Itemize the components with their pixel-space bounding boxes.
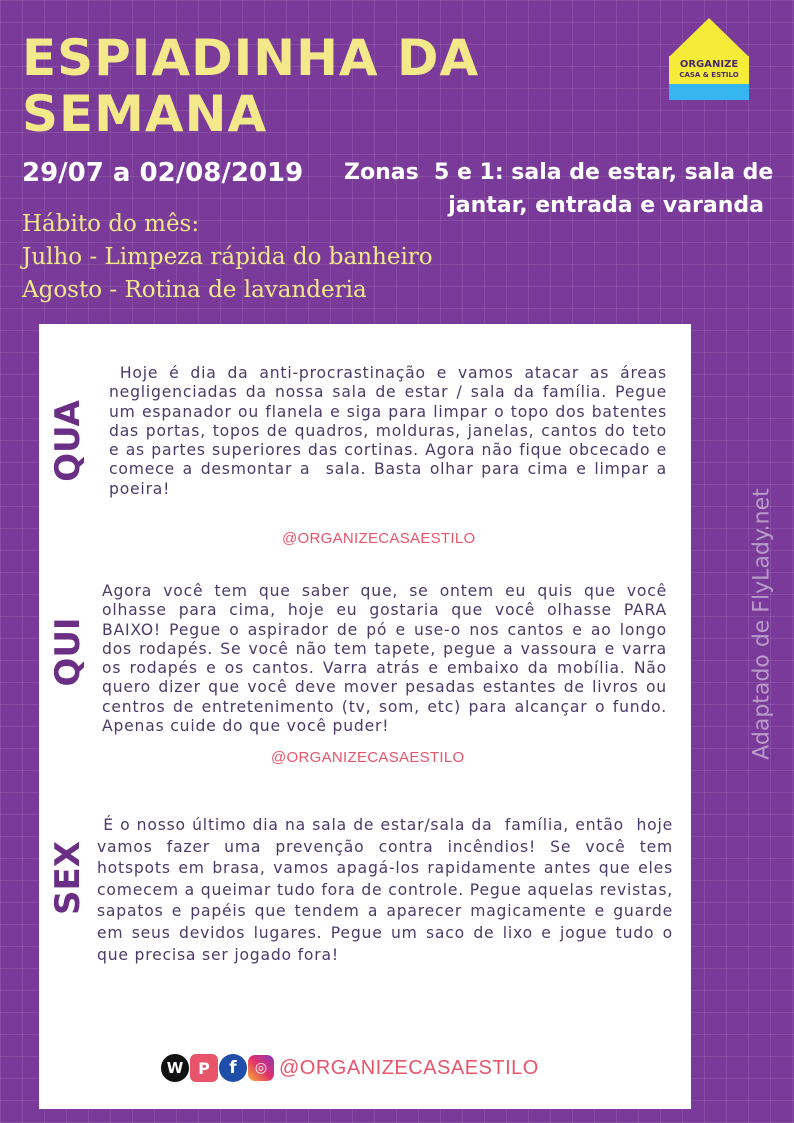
zones-line-1: Zonas 5 e 1: sala de estar, sala de: [344, 160, 774, 185]
logo-roof-icon: [670, 18, 748, 56]
logo-line-2: CASA & ESTILO: [679, 71, 739, 79]
day-label-qui: QUI: [48, 617, 88, 687]
day-label-sex: SEX: [48, 841, 88, 915]
logo-text-box: [669, 56, 749, 84]
day-text-qui: Agora você tem que saber que, se ontem eu quis que você olhasse para cima, hoje eu gostaria que você olhasse PARA BAIXO! Pegue o aspirador de pó e use-o nos cantos e ao longo dos rodapés. Se você não tem tapete, pegue a vassoura e varra os rodapés e os cantos. Varra atrás e embaixo da mobília. Não quero dizer que você deve mover pesadas estantes de livros ou centros de entretenimento (tv, som, etc) para alcançar o fundo. Apenas cuide do que você puder!: [102, 582, 667, 736]
habit-label: Hábito do mês:: [22, 211, 200, 237]
facebook-icon[interactable]: f: [219, 1054, 247, 1082]
habit-of-month: [22, 208, 433, 307]
content-card: [39, 324, 691, 1109]
logo-base: [669, 84, 749, 100]
logo-line-1: ORGANIZE: [679, 59, 739, 70]
social-links: [161, 1054, 539, 1082]
wordpress-icon[interactable]: W: [161, 1054, 189, 1082]
footer-handle[interactable]: @ORGANIZECASAESTILO: [279, 1056, 539, 1079]
week-dates: 29/07 a 02/08/2019: [22, 158, 304, 188]
day-text-sex: É o nosso último dia na sala de estar/sala da família, então hoje vamos fazer uma prevenção contra incêndios! Se você tem hotspots em brasa, vamos apagá-los rapidamente antes que eles comecem a queimar tudo fora de controle. Pegue aquelas revistas, sapatos e papéis que tendem a aparecer magicamente e guarde em seus devidos lugares. Pegue um saco de lixo e jogue tudo o que precisa ser jogado fora!: [97, 816, 685, 964]
title-line-2: SEMANA: [22, 85, 268, 143]
habit-august: Agosto - Rotina de lavanderia: [22, 277, 367, 303]
zones-line-2: jantar, entrada e varanda: [448, 193, 764, 218]
day-label-qua: QUA: [48, 400, 88, 482]
handle-qua: @ORGANIZECASAESTILO: [282, 530, 476, 547]
title-line-1: ESPIADINHA DA: [22, 29, 480, 87]
page-title: [22, 30, 479, 142]
day-text-qua: Hoje é dia da anti-procrastinação e vamos atacar as áreas negligenciadas da nossa sala de estar / sala da família. Pegue um espanador ou flanela e siga para limpar o topo dos batentes das portas, topos de quadros, molduras, janelas, cantos do teto e as partes superiores das cortinas. Agora não fique obcecado e comece a desmontar a sala. Basta olhar para cima e limpar a poeira!: [109, 364, 673, 498]
handle-qui: @ORGANIZECASAESTILO: [271, 749, 465, 766]
pinterest-icon[interactable]: P: [190, 1054, 218, 1082]
side-credit: Adaptado de FlyLady.net: [749, 488, 775, 760]
organize-logo: [668, 18, 750, 100]
instagram-icon[interactable]: ◎: [248, 1055, 274, 1081]
habit-july: Julho - Limpeza rápida do banheiro: [22, 244, 433, 270]
